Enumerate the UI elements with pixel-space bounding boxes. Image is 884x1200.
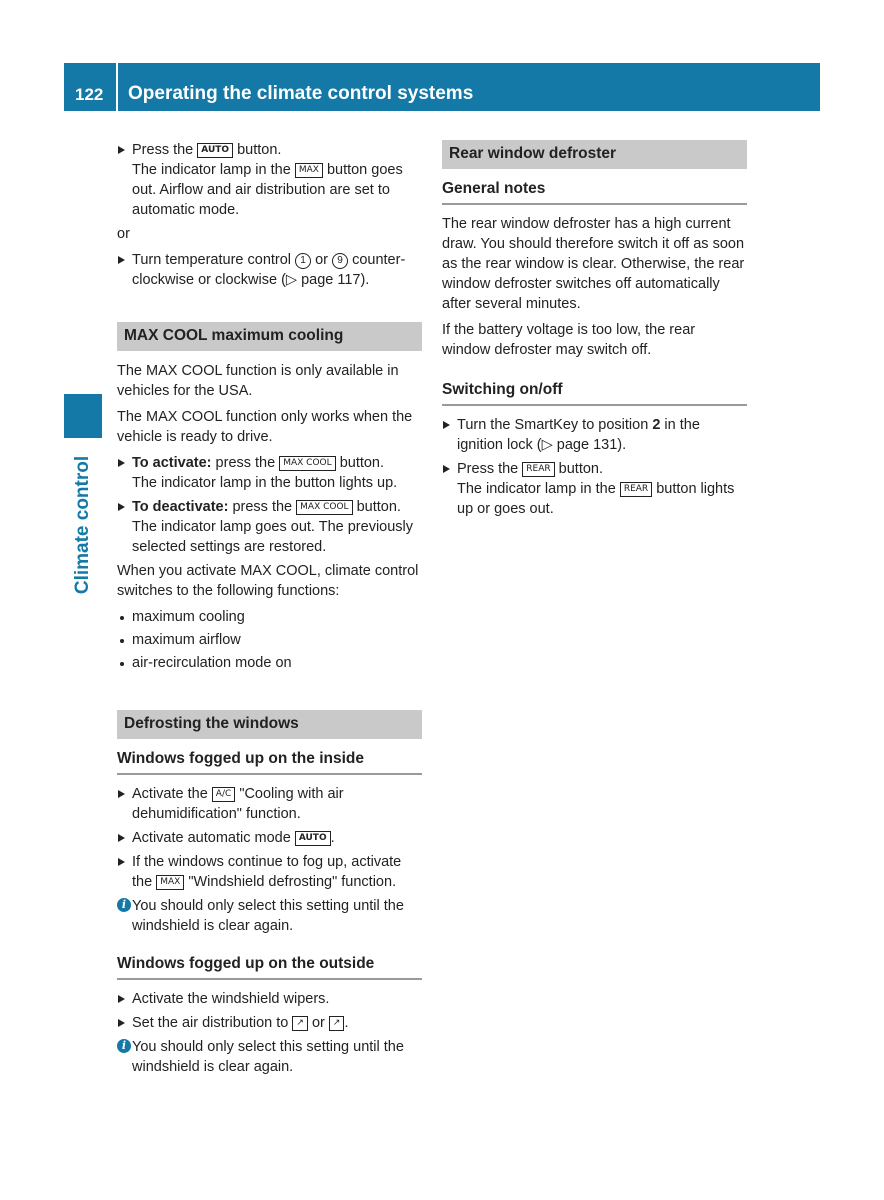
- air-distribution-icon: ↗: [292, 1016, 308, 1031]
- control-9-icon: 9: [332, 253, 348, 269]
- subhead-outside: Windows fogged up on the outside: [117, 954, 422, 980]
- step-arrow-icon: [118, 503, 125, 511]
- step-arrow-icon: [118, 1019, 125, 1027]
- step-arrow-icon: [118, 459, 125, 467]
- windshield-defrost-icon: MAX: [295, 163, 323, 178]
- section-defrosting: Defrosting the windows: [117, 710, 422, 739]
- step-activate-ac: Activate the A/C "Cooling with air dehumidification" function.: [117, 784, 422, 824]
- page-number: 122: [75, 85, 104, 104]
- general-p2: If the battery voltage is too low, the rear window defroster may switch off.: [442, 322, 696, 358]
- side-tab-label: Climate control: [72, 455, 93, 595]
- step-press-auto: Press the AUTO button. The indicator lamp in the MAX button goes out. Airflow and air distribution are set to automatic mode.: [117, 140, 422, 220]
- step-arrow-icon: [443, 421, 450, 429]
- maxcool-button-icon: MAX COOL: [279, 456, 335, 471]
- list-item: maximum airflow: [117, 630, 422, 650]
- side-tab-marker: [64, 394, 102, 438]
- section-maxcool: MAX COOL maximum cooling: [117, 322, 422, 351]
- step-windshield-defrost: If the windows continue to fog up, activate the MAX "Windshield defrosting" function.: [117, 852, 422, 892]
- step-press-rear: Press the REAR button. The indicator lamp in the REAR button lights up or goes out.: [442, 459, 747, 519]
- info-note: i You should only select this setting until the windshield is clear again.: [117, 1037, 422, 1077]
- step-wipers: Activate the windshield wipers.: [117, 989, 422, 1009]
- auto-button-icon: AUTO: [295, 831, 331, 846]
- or-text: or: [117, 226, 130, 242]
- list-item: air-recirculation mode on: [117, 653, 422, 673]
- info-icon: i: [117, 898, 131, 912]
- subhead-inside: Windows fogged up on the inside: [117, 749, 422, 775]
- step-smartkey: Turn the SmartKey to position 2 in the ignition lock (▷ page 131).: [442, 415, 747, 455]
- maxcool-button-icon: MAX COOL: [296, 500, 352, 515]
- step-arrow-icon: [118, 995, 125, 1003]
- step-deactivate: To deactivate: press the MAX COOL button. The indicator lamp goes out. The previously selected settings are restored.: [117, 497, 422, 557]
- left-column: [117, 140, 422, 1081]
- page-header: [64, 63, 820, 111]
- rear-defrost-icon: REAR: [620, 482, 652, 497]
- step-arrow-icon: [118, 256, 125, 264]
- step-temperature: Turn temperature control 1 or 9 counter-clockwise or clockwise (▷ page 117).: [117, 250, 422, 290]
- step-arrow-icon: [118, 858, 125, 866]
- auto-button-icon: AUTO: [197, 143, 233, 158]
- rear-defrost-icon: REAR: [522, 462, 554, 477]
- maxcool-p1: The MAX COOL function is only available in vehicles for the USA.: [117, 363, 399, 399]
- right-column: [442, 140, 747, 523]
- ac-button-icon: A/C: [212, 787, 235, 802]
- subhead-general: General notes: [442, 179, 747, 205]
- page-title: Operating the climate control systems: [128, 83, 474, 104]
- step-arrow-icon: [118, 146, 125, 154]
- maxcool-p2: The MAX COOL function only works when the vehicle is ready to drive.: [117, 409, 413, 445]
- step-air-distribution: Set the air distribution to ↗ or ↗ .: [117, 1013, 422, 1033]
- step-activate: To activate: press the MAX COOL button. The indicator lamp in the button lights up.: [117, 453, 422, 493]
- subhead-switching: Switching on/off: [442, 380, 747, 406]
- section-rear-defroster: Rear window defroster: [442, 140, 747, 169]
- step-arrow-icon: [118, 834, 125, 842]
- windshield-defrost-icon: MAX: [156, 875, 184, 890]
- info-icon: i: [117, 1039, 131, 1053]
- header-divider: [116, 63, 118, 111]
- air-distribution-icon: ↗: [329, 1016, 345, 1031]
- info-note: i You should only select this setting until the windshield is clear again.: [117, 896, 422, 936]
- general-p1: The rear window defroster has a high current draw. You should therefore switch it off as soon as the rear window is clear. Otherwise, the rear window defroster switches off automatically after several minutes.: [442, 216, 745, 312]
- maxcool-p3: When you activate MAX COOL, climate control switches to the following functions:: [117, 563, 419, 599]
- control-1-icon: 1: [295, 253, 311, 269]
- step-arrow-icon: [118, 790, 125, 798]
- step-activate-auto: Activate automatic mode AUTO .: [117, 828, 422, 848]
- list-item: maximum cooling: [117, 607, 422, 627]
- step-arrow-icon: [443, 465, 450, 473]
